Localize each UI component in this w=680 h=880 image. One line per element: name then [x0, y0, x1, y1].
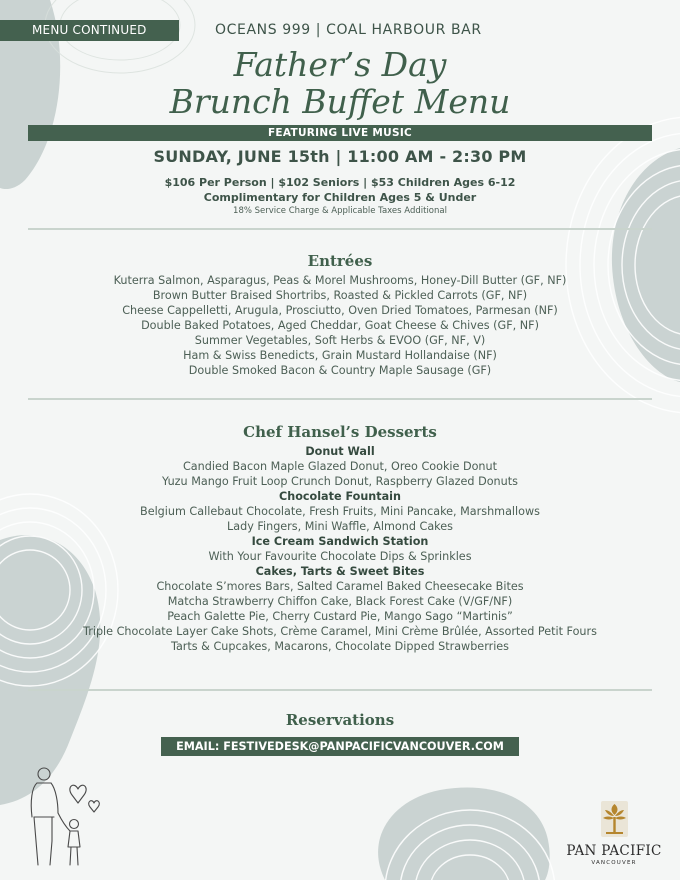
list-item: Ham & Swiss Benedicts, Grain Mustard Hollandaise (NF) [183, 349, 497, 362]
divider [28, 398, 652, 400]
list-item: Brown Butter Braised Shortribs, Roasted & Pickled Carrots (GF, NF) [152, 289, 528, 302]
list-item: Lady Fingers, Mini Waffle, Almond Cakes [227, 520, 453, 533]
venue-name: OCEANS 999 | COAL HARBOUR BAR [215, 22, 482, 38]
list-item: Double Smoked Bacon & Country Maple Sausage (GF) [188, 364, 492, 377]
dessert-station-title: Chocolate Fountain [279, 490, 401, 503]
dessert-station-title: Donut Wall [305, 445, 375, 458]
brand-city: VANCOUVER [591, 860, 637, 866]
pricing-line: $106 Per Person | $102 Seniors | $53 Children Ages 6-12 [164, 176, 516, 189]
list-item: Matcha Strawberry Chiffon Cake, Black Forest Cake (V/GF/NF) [167, 595, 513, 608]
pan-pacific-logo-icon [601, 801, 628, 837]
dessert-station-title: Cakes, Tarts & Sweet Bites [255, 565, 425, 578]
list-item: With Your Favourite Chocolate Dips & Sprinkles [208, 550, 472, 563]
list-item: Yuzu Mango Fruit Loop Crunch Donut, Raspberry Glazed Donuts [162, 475, 518, 488]
entrees-heading: Entrées [307, 252, 373, 270]
divider [28, 689, 652, 691]
list-item: Kuterra Salmon, Asparagus, Peas & Morel Mushrooms, Honey-Dill Butter (GF, NF) [113, 274, 567, 287]
desserts-heading: Chef Hansel’s Desserts [243, 423, 437, 441]
father-child-illustration-icon [22, 765, 106, 869]
dessert-station-title: Ice Cream Sandwich Station [251, 535, 429, 548]
desserts-list [0, 444, 680, 654]
list-item: Summer Vegetables, Soft Herbs & EVOO (GF, NF, V) [194, 334, 486, 347]
event-date: SUNDAY, JUNE 15th | 11:00 AM - 2:30 PM [153, 147, 527, 166]
page-title-line-1: Father’s Day [233, 45, 447, 84]
service-charge-note: 18% Service Charge & Applicable Taxes Additional [233, 206, 447, 216]
list-item: Candied Bacon Maple Glazed Donut, Oreo Cookie Donut [182, 460, 498, 473]
reservation-email[interactable]: EMAIL: FESTIVEDESK@PANPACIFICVANCOUVER.COM [161, 737, 519, 756]
list-item: Double Baked Potatoes, Aged Cheddar, Goat Cheese & Chives (GF, NF) [141, 319, 539, 332]
list-item: Triple Chocolate Layer Cake Shots, Crème Caramel, Mini Crème Brûlée, Assorted Petit Fours [83, 625, 597, 638]
page-title-line-2: Brunch Buffet Menu [169, 82, 511, 121]
brand-name: PAN PACIFIC [566, 843, 662, 859]
list-item: Cheese Cappelletti, Arugula, Prosciutto, Oven Dried Tomatoes, Parmesan (NF) [122, 304, 558, 317]
list-item: Peach Galette Pie, Cherry Custard Pie, Mango Sago “Martinis” [167, 610, 513, 623]
divider [28, 228, 652, 230]
list-item: Tarts & Cupcakes, Macarons, Chocolate Dipped Strawberries [170, 640, 510, 653]
reservations-heading: Reservations [285, 711, 395, 729]
live-music-banner: FEATURING LIVE MUSIC [28, 125, 652, 141]
list-item: Chocolate S’mores Bars, Salted Caramel Baked Cheesecake Bites [156, 580, 524, 593]
children-pricing-line: Complimentary for Children Ages 5 & Under [203, 191, 477, 204]
menu-continued-tag: MENU CONTINUED [0, 20, 179, 41]
list-item: Belgium Callebaut Chocolate, Fresh Fruits, Mini Pancake, Marshmallows [140, 505, 540, 518]
entrees-list [0, 273, 680, 378]
